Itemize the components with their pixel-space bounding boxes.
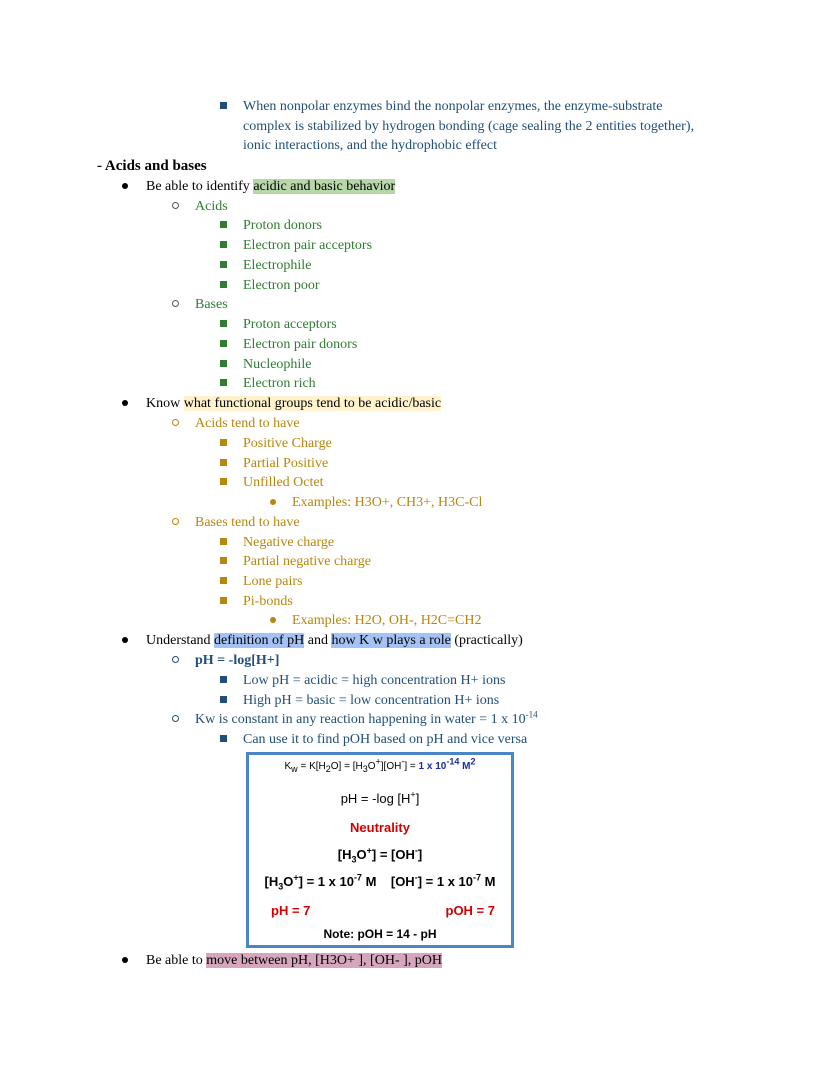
list-item: Lone pairs (243, 574, 303, 589)
kw-k: K (284, 761, 292, 772)
list-item: Electrophile (243, 258, 312, 273)
oh-concentration (391, 874, 496, 889)
conc-part: ] = 1 x 10 (417, 874, 473, 889)
bullet-ph (146, 632, 523, 650)
square-bullet-icon (220, 692, 227, 710)
sup-plus: + (293, 872, 299, 883)
sup-minus: - (414, 872, 418, 883)
conc-exp: -7 (473, 872, 482, 883)
square-bullet-icon (220, 316, 227, 334)
square-bullet-icon (220, 336, 227, 354)
disc-bullet-icon (270, 612, 276, 630)
list-item: Unfilled Octet (243, 475, 324, 490)
bullet-ph-mid: and (304, 633, 332, 648)
list-item: Negative charge (243, 535, 335, 550)
list-item: Nucleophile (243, 357, 312, 372)
ph-neutral: pH = 7 (271, 903, 311, 918)
kw-unit-exp: 2 (470, 756, 476, 767)
list-item: Proton acceptors (243, 317, 337, 332)
high-ph: High pH = basic = low concentration H+ ions (243, 693, 500, 708)
kw-value-exp: -14 (446, 756, 460, 767)
circle-bullet-icon (172, 198, 179, 216)
kw-part: ] = (404, 761, 419, 772)
bullet-identify-text: Be able to identify (146, 179, 254, 194)
disc-bullet-icon (122, 952, 128, 970)
eq-part: ] = [OH (371, 847, 415, 862)
sub-3: 3 (362, 764, 368, 774)
kw-usage: Can use it to find pOH based on pH and vice versa (243, 732, 528, 747)
kw-constant (195, 711, 538, 729)
circle-bullet-icon (172, 711, 179, 729)
kw-value (418, 756, 476, 772)
square-bullet-icon (220, 672, 227, 690)
conc-exp: -7 (353, 872, 362, 883)
square-bullet-icon (220, 731, 227, 749)
h3o-concentration (264, 872, 377, 892)
square-bullet-icon (220, 237, 227, 255)
square-bullet-icon (220, 593, 227, 611)
kw-part: O] = [H (330, 761, 363, 772)
bullet-functional-groups-text: Know (146, 396, 184, 411)
ph-formula-end: ] (415, 791, 420, 806)
list-item: Electron pair acceptors (243, 238, 373, 253)
kw-unit: M (459, 761, 471, 772)
square-bullet-icon (220, 375, 227, 393)
ph-definition: pH = -log[H+] (195, 653, 280, 668)
square-bullet-icon (220, 474, 227, 492)
acids-example: Examples: H3O+, CH3+, H3C-Cl (292, 495, 483, 510)
list-item: Electron poor (243, 278, 320, 293)
disc-bullet-icon (122, 178, 128, 196)
list-item: Partial Positive (243, 456, 329, 471)
sub-3: 3 (278, 881, 284, 892)
concentrations (249, 872, 511, 892)
list-item: Partial negative charge (243, 554, 372, 569)
list-item: Pi-bonds (243, 594, 293, 609)
square-bullet-icon (220, 573, 227, 591)
square-bullet-icon (220, 435, 227, 453)
sup-plus: + (410, 789, 416, 800)
sup-plus: + (366, 845, 372, 856)
neutrality-label: Neutrality (350, 820, 410, 835)
bullet-identify (146, 178, 395, 196)
list-item: Electron pair donors (243, 337, 358, 352)
sub-3: 3 (351, 854, 357, 865)
intro-line-3: ionic interactions, and the hydrophobic effect (243, 138, 497, 153)
ph-formula (249, 791, 511, 806)
circle-bullet-icon (172, 415, 179, 433)
list-item: Proton donors (243, 218, 322, 233)
kw-exponent: -14 (525, 709, 538, 720)
square-bullet-icon (220, 257, 227, 275)
bullet-ph-suffix: (practically) (450, 633, 523, 648)
acids-label: Acids (195, 199, 228, 214)
list-item: Positive Charge (243, 436, 332, 451)
bullet-move-between (146, 952, 442, 970)
sup-plus: + (375, 756, 381, 767)
sup-minus: - (414, 845, 418, 856)
neutrality-equation (249, 845, 511, 865)
kw-value-base: 1 x 10 (418, 761, 447, 772)
intro-line-2: complex is stabilized by hydrogen bonding (cage sealing the 2 entities together), (243, 119, 694, 134)
kw-sub-w: w (291, 764, 298, 774)
conc-part: [OH (390, 874, 415, 889)
square-bullet-icon (220, 553, 227, 571)
intro-line-1: When nonpolar enzymes bind the nonpolar enzymes, the enzyme-substrate (243, 99, 663, 114)
square-bullet-icon (220, 277, 227, 295)
highlight-ph-definition: definition of pH (214, 633, 305, 648)
circle-bullet-icon (172, 296, 179, 314)
list-item: Electron rich (243, 376, 316, 391)
sub-2: 2 (325, 764, 331, 774)
highlight-move-between: move between pH, [H3O+ ], [OH- ], pOH (206, 953, 442, 968)
bullet-ph-text: Understand (146, 633, 215, 648)
kw-formula (249, 756, 511, 774)
square-bullet-icon (220, 356, 227, 374)
bases-example: Examples: H2O, OH-, H2C=CH2 (292, 613, 482, 628)
poh-note: Note: pOH = 14 - pH (323, 927, 437, 941)
eq-part: O (356, 847, 367, 862)
bases-tend-label: Bases tend to have (195, 515, 300, 530)
conc-part: O (283, 874, 294, 889)
highlight-functional-groups: what functional groups tend to be acidic/basic (183, 396, 442, 411)
circle-bullet-icon (172, 652, 179, 670)
kw-part: = K[H (297, 761, 326, 772)
bullet-move-between-text: Be able to (146, 953, 207, 968)
square-bullet-icon (220, 534, 227, 552)
disc-bullet-icon (270, 494, 276, 512)
kw-constant-text: Kw is constant in any reaction happening in water = 1 x 10 (195, 712, 526, 727)
ph-formula-text: pH = -log [H (340, 791, 411, 806)
disc-bullet-icon (122, 632, 128, 650)
acids-tend-label: Acids tend to have (195, 416, 300, 431)
kw-part: ][OH (380, 761, 402, 772)
sup-minus: - (401, 756, 405, 767)
square-bullet-icon (220, 98, 227, 116)
square-bullet-icon (220, 455, 227, 473)
bases-label: Bases (195, 297, 228, 312)
highlight-acidic-basic: acidic and basic behavior (253, 179, 396, 194)
bullet-functional-groups (146, 395, 441, 413)
conc-part: ] = 1 x 10 (298, 874, 354, 889)
disc-bullet-icon (122, 395, 128, 413)
formula-box (246, 752, 514, 948)
conc-unit: M (481, 874, 496, 889)
conc-part: [H (264, 874, 279, 889)
low-ph: Low pH = acidic = high concentration H+ ions (243, 673, 506, 688)
square-bullet-icon (220, 217, 227, 235)
section-title: - Acids and bases (97, 158, 207, 174)
circle-bullet-icon (172, 514, 179, 532)
eq-part: [H (337, 847, 352, 862)
highlight-kw-role: how K w plays a role (331, 633, 451, 648)
conc-unit: M (361, 874, 377, 889)
poh-neutral: pOH = 7 (445, 903, 495, 918)
kw-part: O (367, 761, 376, 772)
eq-part: ] (417, 847, 423, 862)
